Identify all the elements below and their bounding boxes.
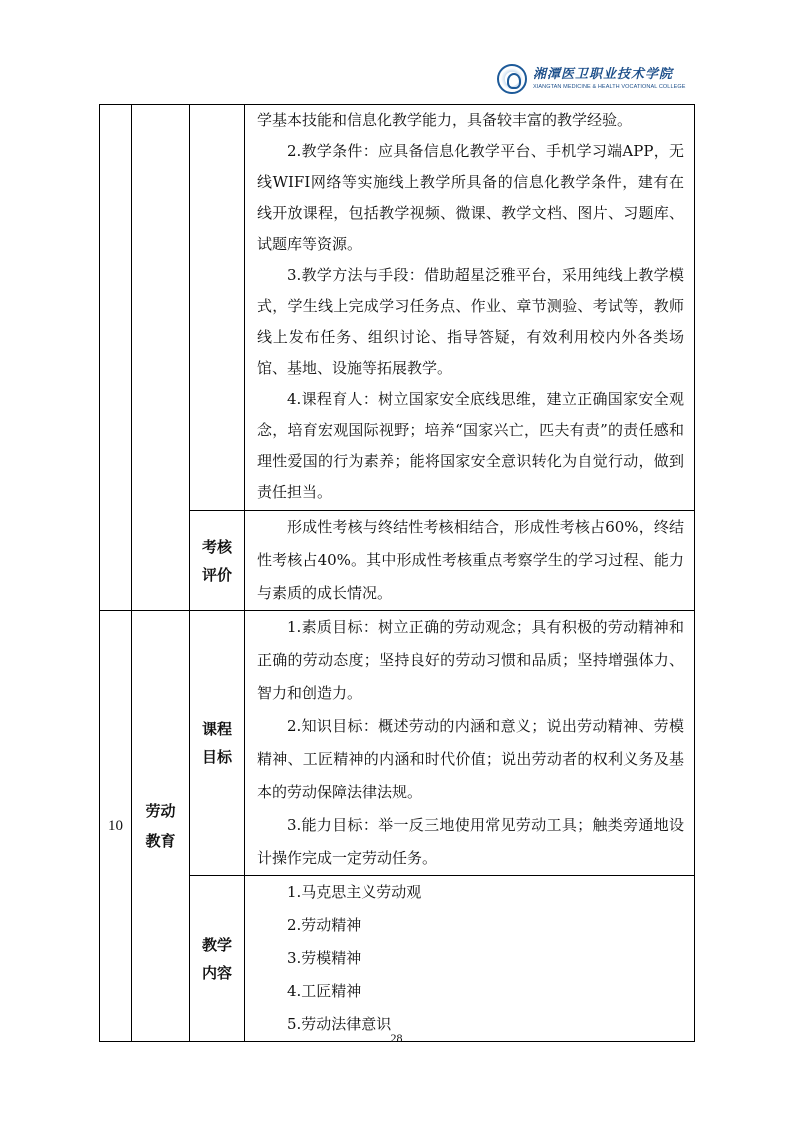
table-row-course-objectives — [100, 611, 695, 876]
assessment-label-cell — [190, 511, 245, 611]
content-label-line1: 教学 — [201, 935, 232, 954]
table-row-assessment — [100, 511, 695, 611]
list-item: 1.马克思主义劳动观 — [287, 883, 422, 901]
course-number: 10 — [108, 817, 123, 834]
course-name-cell-empty — [132, 105, 190, 611]
objectives-label — [190, 715, 244, 771]
table-row-continued — [100, 105, 695, 511]
teaching-requirements-cell — [245, 105, 695, 511]
table-row-course-content — [100, 876, 695, 1042]
paragraph-teaching-methods: 3.教学方法与手段：借助超星泛雅平台，采用纯线上教学模式，学生线上完成学习任务点、作业、章节测验、考试等，教师线上发布任务、组织讨论、指导答疑，有效利用校内外各类场馆、基地、设施等拓展教学。 — [257, 266, 684, 377]
curriculum-table — [99, 104, 695, 1042]
list-item: 2.劳动精神 — [287, 916, 362, 934]
course-name-line2: 教育 — [145, 832, 176, 850]
paragraph-course-education: 4.课程育人：树立国家安全底线思维，建立正确国家安全观念，培育宏观国际视野；培养“国家兴亡，匹夫有责”的责任感和理性爱国的行为素养；能将国家安全意识转化为自觉行动，做到责任担当。 — [257, 390, 684, 501]
content-list-cell — [245, 876, 695, 1042]
objective-ability: 3.能力目标：举一反三地使用常见劳动工具；触类旁通地设计操作完成一定劳动任务。 — [257, 816, 684, 867]
paragraph-teaching-conditions: 2.教学条件：应具备信息化教学平台、手机学习端APP，无线WIFI网络等实施线上教学所具备的信息化教学条件，建有在线开放课程，包括教学视频、微课、教学文档、图片、习题库、试题库等资源。 — [257, 142, 684, 253]
assessment-label-line2: 评价 — [201, 565, 232, 584]
list-item: 4.工匠精神 — [287, 982, 362, 1000]
course-name-cell — [132, 611, 190, 1042]
list-item: 3.劳模精神 — [287, 949, 362, 967]
objective-quality: 1.素质目标：树立正确的劳动观念；具有积极的劳动精神和正确的劳动态度；坚持良好的劳动习惯和品质；坚持增强体力、智力和创造力。 — [257, 618, 684, 702]
course-name-line1: 劳动 — [145, 802, 176, 820]
assessment-text-cell — [245, 511, 695, 611]
assessment-label — [190, 533, 244, 589]
label-cell-empty — [190, 105, 245, 511]
school-emblem-icon — [497, 64, 527, 94]
objectives-label-line1: 课程 — [201, 720, 232, 738]
content-label — [190, 931, 244, 987]
assessment-text: 形成性考核与终结性考核相结合，形成性考核占60%，终结性考核占40%。其中形成性考核重点考察学生的学习过程、能力与素质的成长情况。 — [257, 518, 684, 602]
school-name-cn: 湘潭医卫职业技术学院 — [533, 67, 674, 82]
assessment-label-line1: 考核 — [201, 537, 232, 556]
page-number: 28 — [390, 1031, 403, 1045]
objectives-label-line2: 目标 — [201, 748, 232, 766]
school-name-en: XIANGTAN MEDICINE & HEALTH VOCATIONAL COLLEGE — [533, 84, 686, 90]
course-number-cell — [100, 611, 132, 1042]
content-label-line2: 内容 — [201, 963, 232, 982]
list-item: 5.劳动法律意识 — [287, 1015, 392, 1033]
school-name — [533, 67, 686, 91]
course-name — [132, 796, 189, 856]
objectives-label-cell — [190, 611, 245, 876]
objective-knowledge: 2.知识目标：概述劳动的内涵和意义；说出劳动精神、劳模精神、工匠精神的内涵和时代价值；说出劳动者的权利义务及基本的劳动保障法律法规。 — [257, 717, 684, 801]
paragraph-continuation: 学基本技能和信息化教学能力，具备较丰富的教学经验。 — [257, 111, 633, 129]
school-logo — [497, 62, 687, 96]
number-cell-empty — [100, 105, 132, 611]
content-label-cell — [190, 876, 245, 1042]
objectives-text-cell — [245, 611, 695, 876]
